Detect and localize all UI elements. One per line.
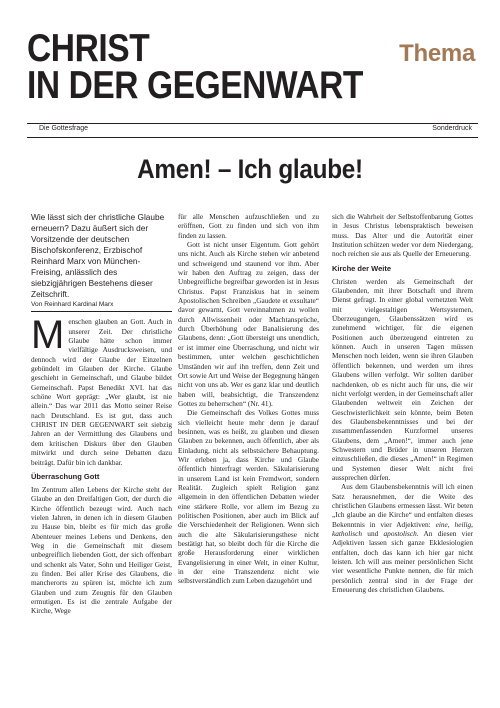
topic-label: Die Gottesfrage bbox=[39, 125, 89, 132]
paragraph: für alle Menschen aufzuschließen und zu eröffnen, Gott zu finden und sich von ihm finden zu lassen. bbox=[178, 212, 319, 240]
masthead bbox=[27, 27, 477, 110]
article-lead: Wie lässt sich der christliche Glaube erneuern? Dazu äußert sich der Vorsitzende der deutschen Bischofskonferenz, Erzbischof Reinhard Marx von München-Freising, anlässlich des siebzigjährigen Bestehens dieser Zeitschrift. bbox=[31, 212, 165, 299]
section-tag: Thema bbox=[399, 40, 475, 67]
paragraph: Gott ist nicht unser Eigentum. Gott gehört uns nicht. Auch als Kirche stehen wir anbetend und schweigend und staunend vor ihm. Aber wir haben den Auftrag zu zeigen, dass der Unbegreifliche begreifbar geworden ist in Jesus Christus. Papst Franziskus hat in seinem Apostolischen Schreiben „Gaudete et exsultate“ davor gewarnt, Gott vereinnahmen zu wollen durch Allwissenheit oder Machtansprüche, durch Überhöhung oder Banalisierung des Glaubens, denn: „Gott übersteigt uns unendlich, er ist immer eine Überraschung, und nicht wir bestimmen, unter welchen geschichtlichen Umständen wir auf ihn treffen, denn Zeit und Ort sowie Art und Weise der Begegnung hängen nicht von uns ab. Wer es ganz klar und deutlich haben will, beabsichtigt, die Transzendenz Gottes zu beherrschen“ (Nr. 41). bbox=[178, 240, 319, 408]
subheading-ueberraschung-gott: Überraschung Gott bbox=[31, 471, 100, 481]
paragraph bbox=[332, 482, 473, 594]
paragraph-text: Aus dem Glaubensbekenntnis will ich einen Satz herausnehmen, der die Weite des christlichen Glaubens ermessen lässt. Wir beten „Ich glaube an die Kirche“ und entfalten dieses Bekenntnis in vier Adjektiven: bbox=[332, 482, 473, 529]
drop-cap: M bbox=[31, 313, 65, 358]
paragraph-text: und bbox=[362, 529, 384, 538]
subheading-kirche-der-weite: Kirche der Weite bbox=[332, 263, 392, 273]
column-2 bbox=[178, 212, 319, 586]
paragraph-intro-text: enschen glauben an Gott. Auch in unserer Zeit. Der christliche Glaube hätte schon immer vielfältige Ausdrucksweisen, und dennoch wird der Glaube der Einzelnen gebündelt im Glauben der Kirche. Glaube geschieht in Gemeinschaft, und Glaube bildet Gemeinschaft. Papst Benedikt XVI. hat das schöne Wort geprägt: „Wer glaubt, ist nie allein.“ Das war 2011 das Motto seiner Reise nach Deutschland. Es ist gut, dass auch CHRIST IN DER GEGENWART seit siebzig Jahren an der Vermittlung des Glaubens und dem kritischen Diskurs über den Glauben mitwirkt und durch seine Debatten dazu beiträgt. Dafür bin ich dankbar. bbox=[31, 317, 172, 467]
paragraph: Die Gemeinschaft des Volkes Gottes muss sich vielleicht heute mehr denn je darauf besinnen, was es heißt, zu glauben und diesen Glauben zu bekennen, auch öffentlich, aber als Einladung, nicht als selbstsichere Behauptung. Wir erleben ja, dass Kirche und Glaube öffentlich hinterfragt werden. Säkularisierung in unserem Land ist kein Fremdwort, sondern Realität. Zugleich spielt Religion ganz allgemein in den öffentlichen Debatten wieder eine stärkere Rolle, vor allem im Bezug zu politischen Positionen, aber auch im Blick auf die Verschiedenheit der Religionen. Wenn sich auch die alte Säkularisierungsthese nicht bestätigt hat, so bleibt doch für die Kirche die große Herausforderung einer wirklichen Evangelisierung in einer Welt, in einer Kultur, in der eine Transzendenz nicht wie selbstverständlich zum Leben dazugehört und bbox=[178, 408, 319, 586]
paragraph-italic: apostolisch bbox=[383, 529, 417, 538]
article-headline: Amen! – Ich glaube! bbox=[137, 154, 363, 184]
paragraph: Im Zentrum allen Lebens der Kirche steht der Glaube an den Dreifaltigen Gott, der durch die Kirche öffentlich bezeugt wird. Auch nach vielen Jahren, in denen ich in diesem Glauben zu Hause bin, bleibt es für mich das große Abenteuer meines Lebens und Denkens, den Weg in die Gemeinschaft mit diesem unbegreiflich liebenden Gott, der sich offenbart und schenkt als Vater, Sohn und Heiliger Geist, zu finden. Bei aller Krise des Glaubens, die mancherorts zu spüren ist, möchte ich zum Glauben und zum Zeugnis für den Glauben ermutigen. Es ist die zentrale Aufgabe der Kirche, Wege bbox=[31, 484, 172, 616]
column-3 bbox=[332, 212, 473, 594]
paragraph-italic: eine, heilig, katholisch bbox=[332, 519, 473, 538]
sub-bar bbox=[27, 124, 478, 136]
paragraph-intro bbox=[31, 313, 172, 467]
paragraph-text: . An diesen vier Adjektiven lassen sich ganze Ekklesiologien entfalten, doch das kann ich hier gar nicht leisten. Ich will aus meiner persönlichen Sicht vier wesentliche Punkte nennen, die für mich persönlich zentral sind in der Frage der Erneuerung des christlichen Glaubens. bbox=[332, 529, 473, 595]
author-byline: Von Reinhard Kardinal Marx bbox=[31, 300, 172, 312]
masthead-title-line-1: CHRIST bbox=[27, 27, 150, 70]
edition-label: Sonderdruck bbox=[432, 125, 472, 132]
column-1 bbox=[31, 212, 172, 616]
paragraph: sich die Wahrheit der Selbstoffenbarung Gottes in Jesus Christus lebenspraktisch beweisen muss. Das Alter und die Autorität einer Institution schützen weder vor dem Niedergang, noch reichen sie aus als Quelle der Erneuerung. bbox=[332, 212, 473, 259]
paragraph: Christen werden als Gemeinschaft der Glaubenden, mit ihrer Botschaft und ihrem Dienst gefragt. In einer global vernetzten Welt mit vielgestaltigen Wertsystemen, Überzeugungen, Glaubenssätzen wird es zunehmend wichtiger, für die eigenen Positionen auch überzeugend eintreten zu können. Auch in unseren Tagen müssen Menschen noch leiden, wenn sie ihren Glauben öffentlich bekennen, und werden um ihres Glaubens willen verfolgt. Wir sollten darüber nachdenken, ob es nicht auch für uns, die wir nicht verfolgt werden, in der Gemeinschaft aller Glaubenden weltweit ein Zeichen der Geschwisterlichkeit sein könnte, beim Beten des Glaubensbekenntnisses und bei der zusammenfassenden Kurzformel unseres Glaubens, dem „Amen!“, immer auch jene Schwestern und Brüder in unseren Herzen einzuschließen, die dieses „Amen!“ in Regimen und Systemen dieser Welt nicht frei aussprechen dürfen. bbox=[332, 276, 473, 482]
masthead-title-line-2: IN DER GEGENWART bbox=[27, 64, 363, 107]
bottom-rule bbox=[27, 137, 478, 138]
